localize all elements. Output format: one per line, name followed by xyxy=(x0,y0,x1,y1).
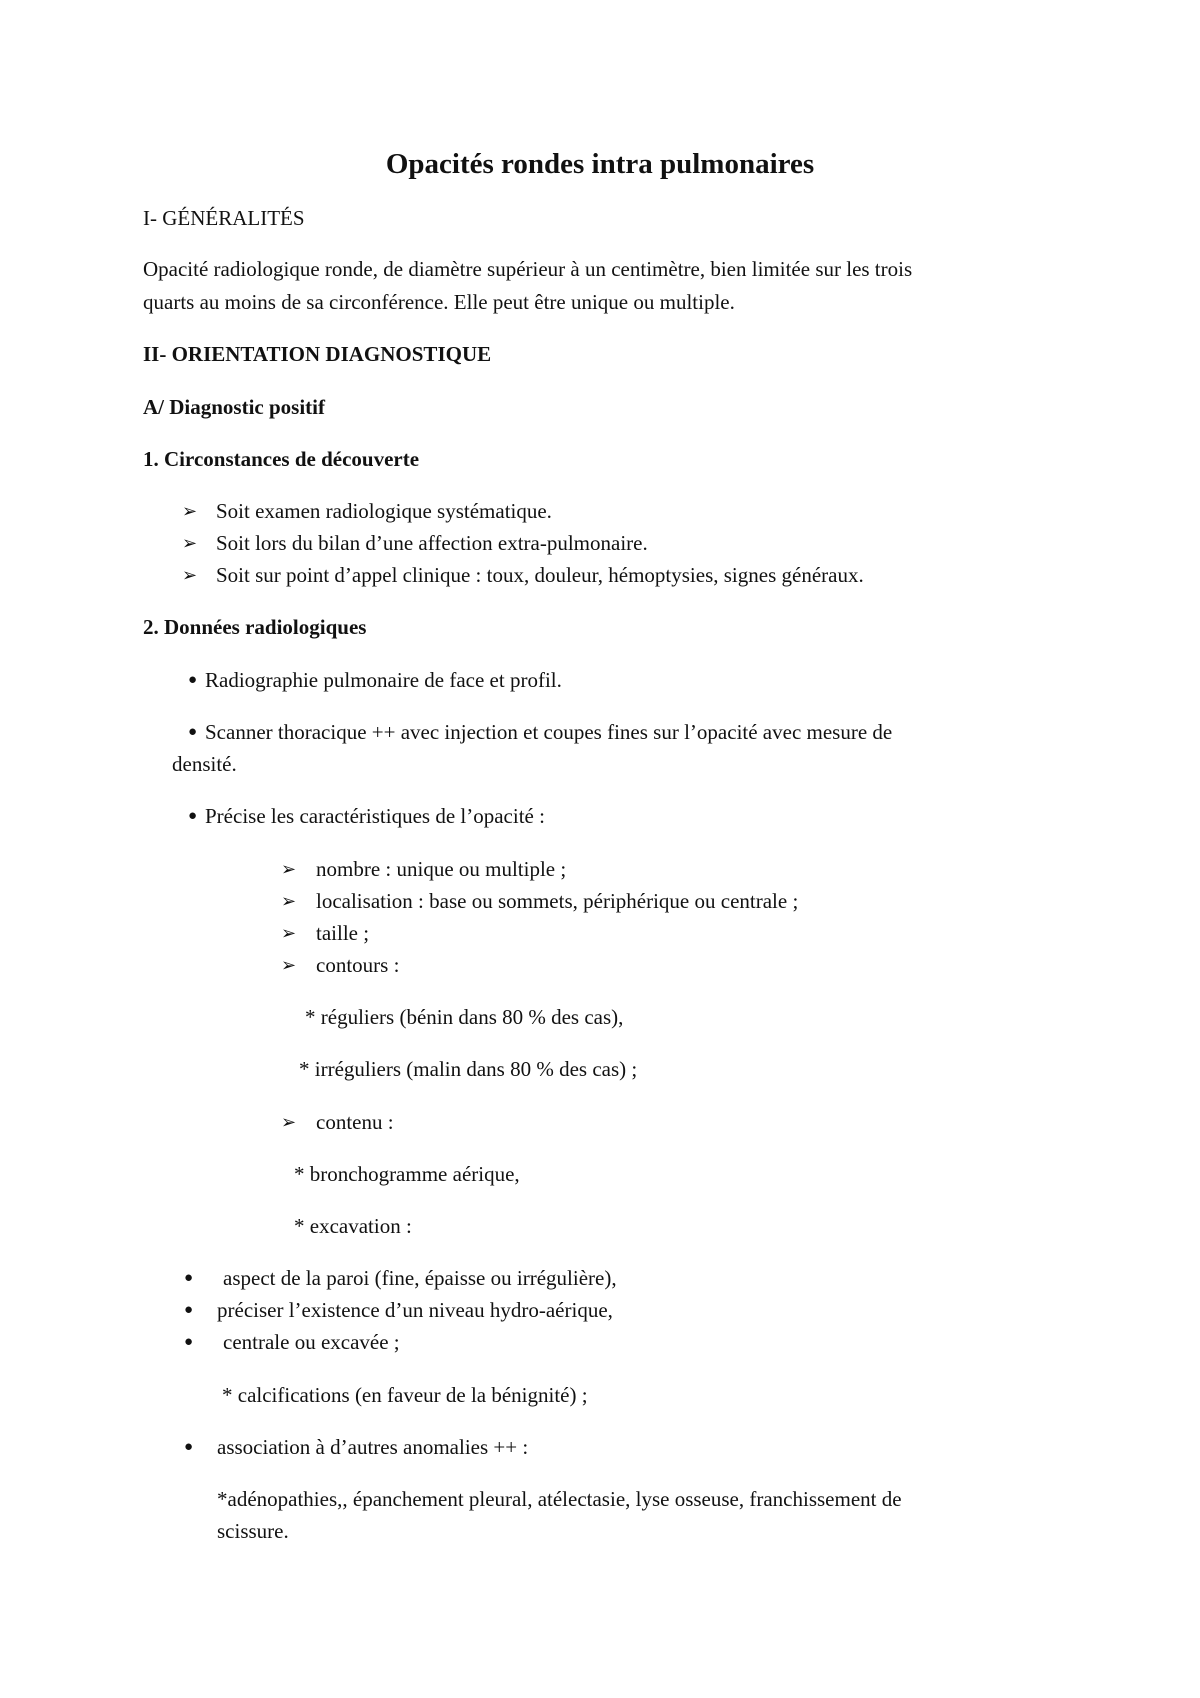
list-item: contours : xyxy=(316,953,400,977)
page-title: Opacités rondes intra pulmonaires xyxy=(385,148,815,180)
list-item: taille ; xyxy=(316,921,370,945)
sub-item: *adénopathies,, épanchement pleural, atélectasie, lyse osseuse, franchissement de xyxy=(217,1487,902,1511)
arrow-bullet-icon: ➢ xyxy=(281,1112,297,1132)
round-bullet-icon: ● xyxy=(184,1334,194,1350)
arrow-bullet-icon: ➢ xyxy=(281,955,297,975)
arrow-bullet-icon: ➢ xyxy=(281,923,297,943)
arrow-bullet-icon: ➢ xyxy=(182,565,198,585)
list-item: Soit lors du bilan d’une affection extra-pulmonaire. xyxy=(216,531,648,555)
round-bullet-icon: ● xyxy=(188,808,198,824)
generalites-paragraph-line-2: quarts au moins de sa circonférence. Elle peut être unique ou multiple. xyxy=(143,290,735,314)
arrow-bullet-icon: ➢ xyxy=(182,501,198,521)
diagnostic-positif-heading: A/ Diagnostic positif xyxy=(143,395,326,419)
generalites-paragraph-line-1: Opacité radiologique ronde, de diamètre supérieur à un centimètre, bien limitée sur les trois xyxy=(143,257,913,281)
donnees-radiologiques-heading: 2. Données radiologiques xyxy=(143,615,367,639)
sub-item: * excavation : xyxy=(294,1214,412,1238)
round-bullet-icon: ● xyxy=(188,672,198,688)
round-bullet-icon: ● xyxy=(184,1302,194,1318)
list-item: préciser l’existence d’un niveau hydro-aérique, xyxy=(217,1298,613,1322)
list-item: Précise les caractéristiques de l’opacité : xyxy=(205,804,545,828)
sub-item-continuation: scissure. xyxy=(217,1519,289,1543)
round-bullet-icon: ● xyxy=(184,1270,194,1286)
list-item: contenu : xyxy=(316,1110,394,1134)
list-item: centrale ou excavée ; xyxy=(223,1330,400,1354)
arrow-bullet-icon: ➢ xyxy=(182,533,198,553)
list-item-continuation: densité. xyxy=(172,752,237,776)
round-bullet-icon: ● xyxy=(188,724,198,740)
list-item: Soit examen radiologique systématique. xyxy=(216,499,552,523)
list-item: association à d’autres anomalies ++ : xyxy=(217,1435,529,1459)
circonstances-heading: 1. Circonstances de découverte xyxy=(143,447,420,471)
list-item: Radiographie pulmonaire de face et profil. xyxy=(205,668,562,692)
sub-item: * bronchogramme aérique, xyxy=(294,1162,520,1186)
sub-item: * calcifications (en faveur de la bénignité) ; xyxy=(222,1383,588,1407)
list-item: aspect de la paroi (fine, épaisse ou irrégulière), xyxy=(223,1266,617,1290)
arrow-bullet-icon: ➢ xyxy=(281,859,297,879)
section-2-heading: II- ORIENTATION DIAGNOSTIQUE xyxy=(143,342,492,366)
round-bullet-icon: ● xyxy=(184,1439,194,1455)
list-item: nombre : unique ou multiple ; xyxy=(316,857,567,881)
sub-item: * réguliers (bénin dans 80 % des cas), xyxy=(305,1005,624,1029)
arrow-bullet-icon: ➢ xyxy=(281,891,297,911)
section-1-heading: I- GÉNÉRALITÉS xyxy=(143,206,305,230)
list-item: localisation : base ou sommets, périphérique ou centrale ; xyxy=(316,889,799,913)
list-item: Soit sur point d’appel clinique : toux, douleur, hémoptysies, signes généraux. xyxy=(216,563,864,587)
list-item: Scanner thoracique ++ avec injection et coupes fines sur l’opacité avec mesure de xyxy=(205,720,893,744)
sub-item: * irréguliers (malin dans 80 % des cas) ; xyxy=(299,1057,638,1081)
